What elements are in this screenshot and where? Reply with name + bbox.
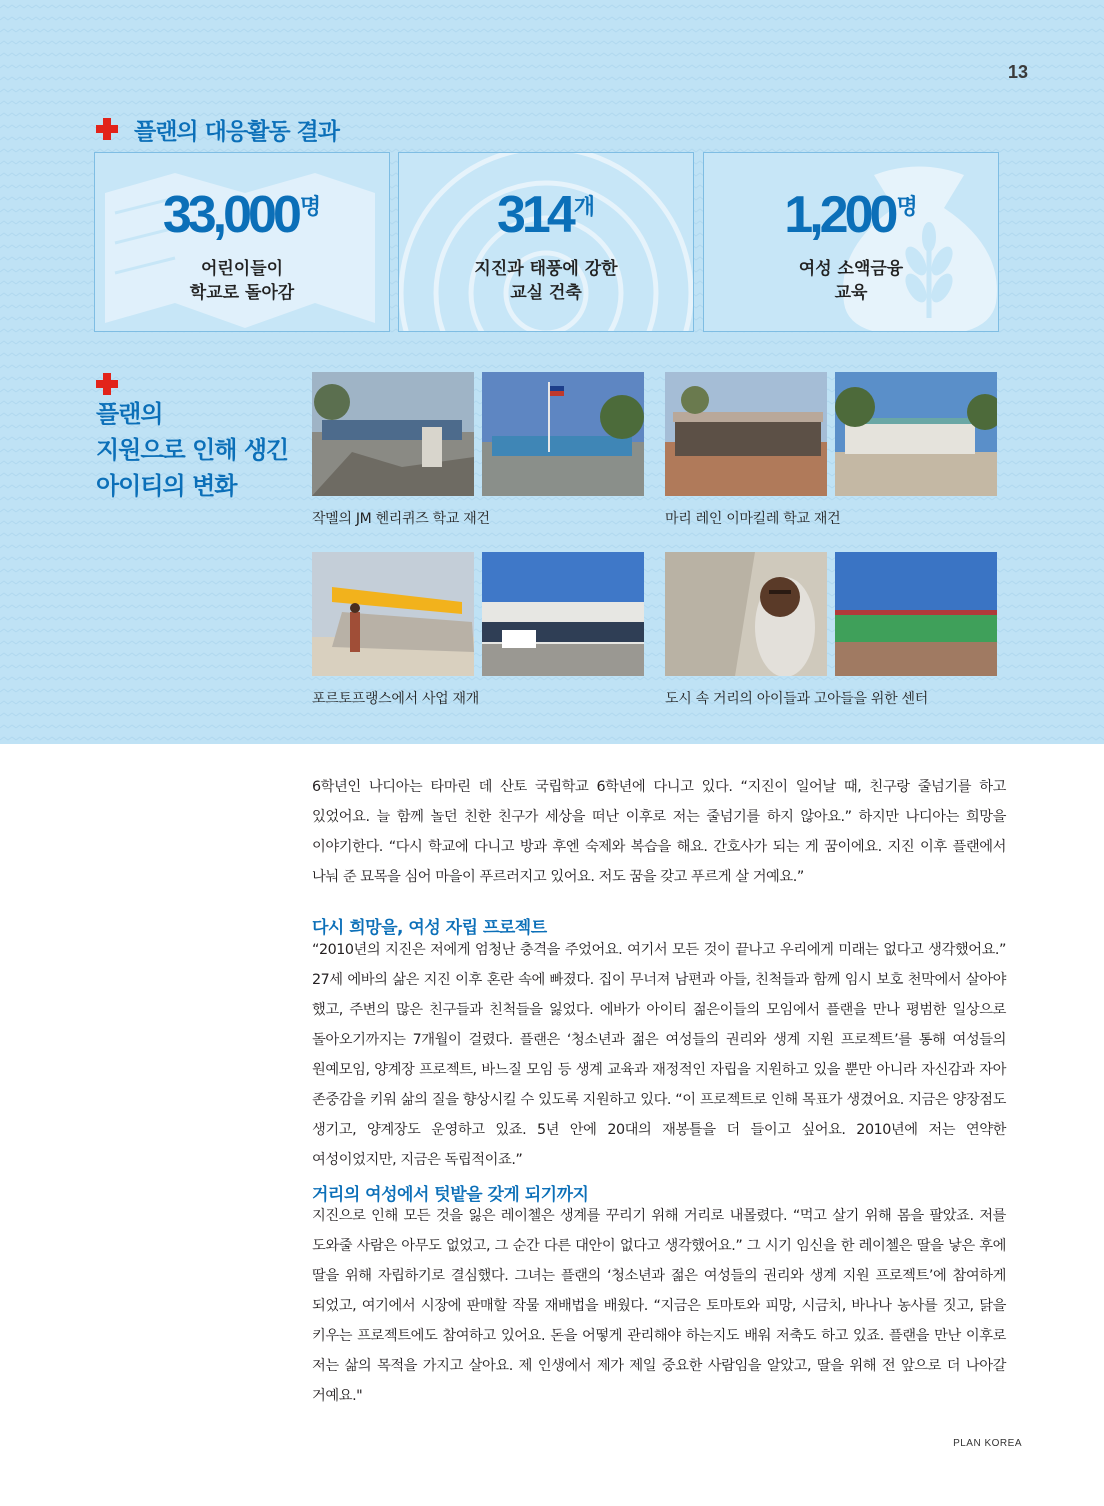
stat-unit: 명 (896, 194, 918, 219)
stat-number (399, 185, 693, 245)
stat-description (399, 257, 693, 305)
stat-value: 1,200 (784, 186, 895, 244)
section-heading: 거리의 여성에서 텃밭을 갖게 되기까지 (312, 1185, 589, 1205)
photo-new-classroom-building (835, 372, 997, 496)
section1-paragraph: “2010년의 지진은 저에게 엄청난 충격을 주었어요. 여기서 모든 것이 끝나고 우리에게 미래는 없다고 생각했어요.” 27세 에바의 삶은 지진 이후 혼란 속에 빠졌다. 집이 무너져 남편과 아들, 친척들과 함께 임시 보호 천막에서 살아야 했고, 주변의 많은 친구들과 친척들을 잃었다. 에바가 아이티 젊은이들의 모임에서 플랜을 만나 평범한 일상으로 돌아오기까지는 7개월이 걸렸다. 플랜은 ‘청소년과 젊은 여성들의 권리와 생계 지원 프로젝트’를 통해 여성들의 원예모임, 양계장 프로젝트, 바느질 모임 등 생계 교육과 재정적인 자립을 지원하고 있을 뿐만 아니라 자신감과 자아 존중감을 키워 삶의 질을 향상시킬 수 있도록 지원하고 있다. “이 프로젝트로 인해 목표가 생겼어요. 지금은 양장점도 생기고, 양계장도 운영하고 있죠. 5년 안에 20대의 재봉틀을 더 들이고 싶어요. 2010년에 저는 연약한 여성이었지만, 지금은 독립적이죠.” (312, 942, 1006, 1168)
photo-rebuilt-school (482, 372, 644, 496)
photo-child-in-rubble (665, 552, 827, 676)
stat-description-line: 여성 소액금융 (798, 259, 904, 279)
footer-brand: PLAN KOREA (953, 1438, 1022, 1449)
changes-title-line: 지원으로 인해 생긴 (96, 436, 289, 464)
section2-paragraph: 지진으로 인해 모든 것을 잃은 레이첼은 생계를 꾸리기 위해 거리로 내몰렸다. “먹고 살기 위해 몸을 팔았죠. 저를 도와줄 사람은 아무도 없었고, 그 순간 다른 대안이 없다고 생각했어요.” 그 시기 임신을 한 레이첼은 딸을 낳은 후에 딸을 위해 자립하기로 결심했다. 그녀는 플랜의 ‘청소년과 젊은 여성들의 권리와 생계 지원 프로젝트’에 참여하게 되었고, 여기에서 시장에 판매할 작물 재배법을 배웠다. “지금은 토마토와 피망, 시금치, 바나나 농사를 짓고, 닭을 키우는 프로젝트에도 참여하고 있어요. 돈을 어떻게 관리해야 하는지도 배워 저축도 하고 있죠. 플랜을 만난 이후로 저는 삶의 목적을 가지고 살아요. 제 인생에서 제가 제일 중요한 사람임을 알았고, 딸을 위해 전 앞으로 더 나아갈 거예요." (312, 1208, 1006, 1404)
red-cross-icon (96, 118, 118, 140)
stat-box-classrooms (398, 152, 694, 332)
stat-number (704, 185, 998, 245)
stat-description-line: 학교로 돌아감 (189, 283, 295, 303)
stat-value: 314 (496, 186, 572, 244)
stat-box-women (703, 152, 999, 332)
stat-description-line: 지진과 태풍에 강한 (474, 259, 618, 279)
stat-description-line: 교육 (834, 283, 868, 303)
photo-collapsed-school (312, 372, 474, 496)
photo-reopened-business (482, 552, 644, 676)
photo-caption: 작멜의 JM 헨리퀴즈 학교 재건 (312, 511, 490, 527)
stat-unit: 명 (299, 194, 322, 219)
results-section-title: 플랜의 대응활동 결과 (134, 119, 339, 145)
red-cross-icon (96, 373, 118, 395)
stat-description-line: 교실 건축 (510, 283, 582, 303)
section-heading: 다시 희망을, 여성 자립 프로젝트 (312, 918, 547, 938)
changes-title-line: 플랜의 (96, 400, 163, 428)
photo-children-center (835, 552, 997, 676)
stat-number (95, 185, 389, 245)
stat-box-children (94, 152, 390, 332)
stat-value: 33,000 (162, 186, 298, 244)
photo-collapsed-station (312, 552, 474, 676)
photo-caption: 마리 레인 이마킬레 학교 재건 (665, 511, 841, 527)
photo-caption: 포르토프랭스에서 사업 재개 (312, 691, 479, 707)
stat-description-line: 어린이들이 (200, 259, 284, 279)
changes-title-line: 아이티의 변화 (96, 472, 237, 500)
stat-description (95, 257, 389, 305)
top-info-band (0, 0, 1104, 744)
stat-description (704, 257, 998, 305)
stat-unit: 개 (573, 194, 596, 219)
photo-caption: 도시 속 거리의 아이들과 고아들을 위한 센터 (665, 691, 928, 707)
page-number: 13 (1007, 62, 1028, 82)
changes-section-title (96, 396, 288, 504)
article-intro-paragraph: 6학년인 나디아는 타마린 데 산토 국립학교 6학년에 다니고 있다. “지진이 일어날 때, 친구랑 줄넘기를 하고 있었어요. 늘 함께 놀던 친한 친구가 세상을 떠난 이후로 저는 줄넘기를 하지 않아요.” 하지만 나디아는 희망을 이야기한다. “다시 학교에 다니고 방과 후엔 숙제와 복습을 해요. 간호사가 되는 게 꿈이에요. 지진 이후 플랜에서 나눠 준 묘목을 심어 마을이 푸르러지고 있어요. 저도 꿈을 갖고 푸르게 살 거예요.” (312, 779, 1006, 885)
photo-tent-classrooms (665, 372, 827, 496)
